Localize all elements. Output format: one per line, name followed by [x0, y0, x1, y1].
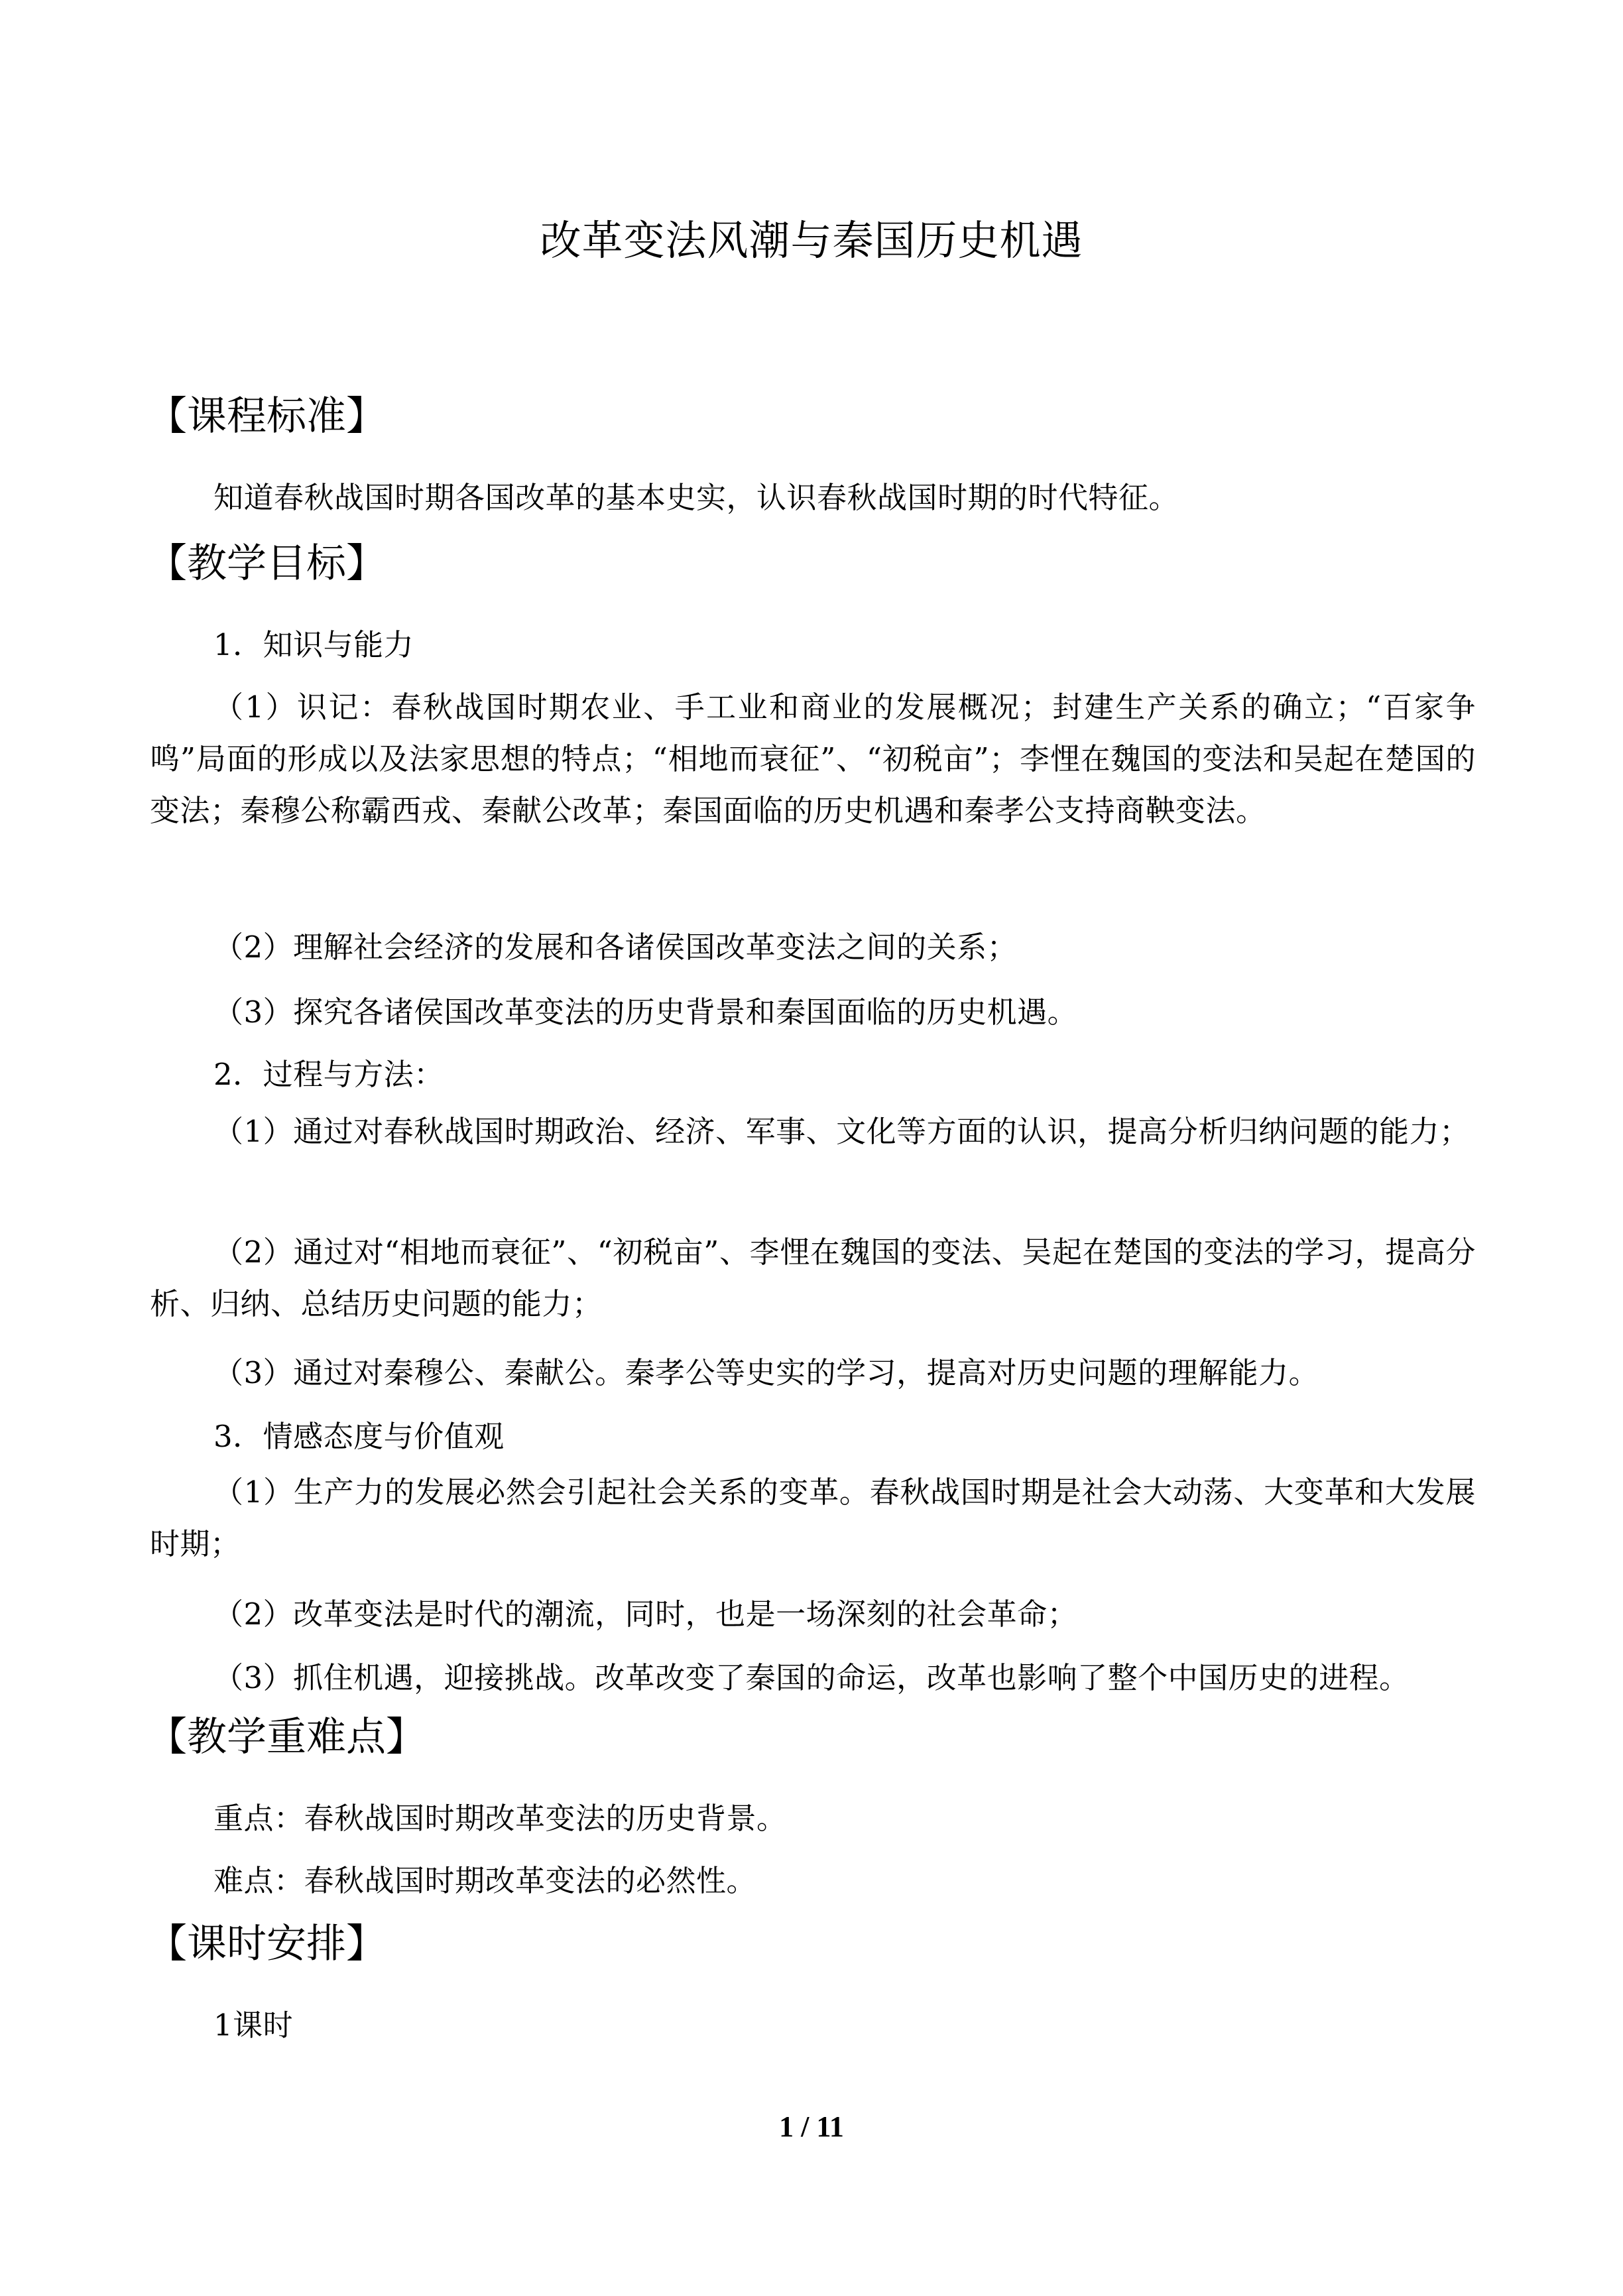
- goal-values-item-2: （2）改革变法是时代的潮流，同时，也是一场深刻的社会革命；: [213, 1597, 1078, 1632]
- goal-knowledge-item-2: （2）理解社会经济的发展和各诸侯国改革变法之间的关系；: [213, 930, 1018, 965]
- curriculum-standard-text: 知道春秋战国时期各国改革的基本史实，认识春秋战国时期的时代特征。: [213, 480, 1179, 515]
- goal-values-title: 3．情感态度与价值观: [213, 1419, 505, 1454]
- goal-process-title: 2．过程与方法：: [213, 1057, 444, 1092]
- page-number: 1 / 11: [779, 2110, 844, 2143]
- key-point-text: 重点：春秋战国时期改革变法的历史背景。: [213, 1801, 787, 1836]
- goal-knowledge-title: 1．知识与能力: [213, 627, 414, 662]
- goal-knowledge-item-3: （3）探究各诸侯国改革变法的历史背景和秦国面临的历史机遇。: [213, 995, 1078, 1030]
- goal-process-item-2: （2）通过对“相地而衰征”、“初税亩”、李悝在魏国的变法、吴起在楚国的变法的学习，提高分析、归纳、总结历史问题的能力；: [150, 1235, 1476, 1321]
- goal-knowledge-item-1: （1）识记：春秋战国时期农业、手工业和商业的发展概况；封建生产关系的确立；“百家争鸣”局面的形成以及法家思想的特点；“相地而衰征”、“初税亩”；李悝在魏国的变法和吴起在楚国的变法；秦穆公称霸西戎、秦献公改革；秦国面临的历史机遇和秦孝公支持商鞅变法。: [150, 690, 1476, 828]
- goal-values-item-3: （3）抓住机遇，迎接挑战。改革改变了秦国的命运，改革也影响了整个中国历史的进程。: [213, 1660, 1410, 1695]
- heading-schedule: 【课时安排】: [147, 1921, 386, 1967]
- goal-process-item-1: （1）通过对春秋战国时期政治、经济、军事、文化等方面的认识，提高分析归纳问题的能力；: [213, 1114, 1470, 1149]
- heading-key-points: 【教学重难点】: [147, 1714, 426, 1760]
- goal-values-item-1: （1）生产力的发展必然会引起社会关系的变革。春秋战国时期是社会大动荡、大变革和大发展时期；: [150, 1475, 1476, 1561]
- heading-teaching-goals: 【教学目标】: [147, 540, 386, 587]
- schedule-text: 1课时: [213, 2008, 294, 2043]
- goal-process-item-3: （3）通过对秦穆公、秦献公。秦孝公等史实的学习，提高对历史问题的理解能力。: [213, 1355, 1319, 1390]
- document-title: 改革变法风潮与秦国历史机遇: [540, 216, 1083, 265]
- heading-curriculum-standard: 【课程标准】: [147, 393, 386, 440]
- difficult-point-text: 难点：春秋战国时期改革变法的必然性。: [213, 1863, 757, 1898]
